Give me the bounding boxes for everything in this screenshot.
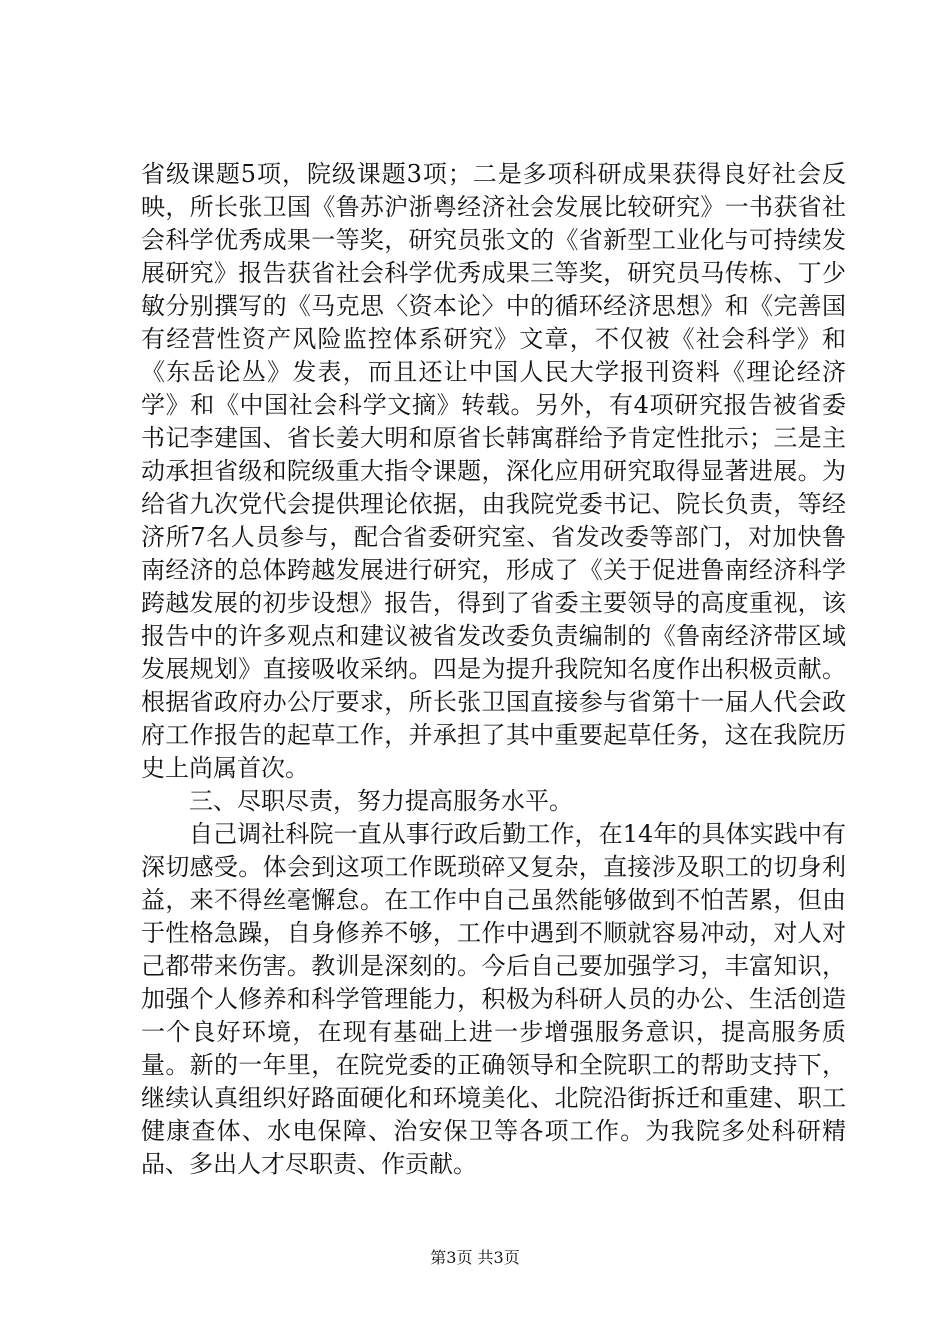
paragraph-service-work: 自己调社科院一直从事行政后勤工作，在14年的具体实践中有深切感受。体会到这项工作既琐碎又复杂，直接涉及职工的切身利益，来不得丝毫懈怠。在工作中自己虽然能够做到不怕苦累，但由于性格急躁，自身修养不够，工作中遇到不顺就容易冲动，对人对己都带来伤害。教训是深刻的。今后自己要加强学习，丰富知识，加强个人修养和科学管理能力，积极为科研人员的办公、生活创造一个良好环境，在现有基础上进一步增强服务意识，提高服务质量。新的一年里，在院党委的正确领导和全院职工的帮助支持下，继续认真组织好路面硬化和环境美化、北院沿街拆迁和重建、职工健康查体、水电保障、治安保卫等各项工作。为我院多处科研精品、多出人才尽职责、作贡献。 (141, 820, 846, 1178)
page-footer (0, 1248, 950, 1268)
page-number: 第3页 共3页 (430, 1248, 520, 1267)
paragraph-research-achievements: 省级课题5项，院级课题3项；二是多项科研成果获得良好社会反映，所长张卫国《鲁苏沪浙粤经济社会发展比较研究》一书获省社会科学优秀成果一等奖，研究员张文的《省新型工业化与可持续发展研究》报告获省社会科学优秀成果三等奖，研究员马传栋、丁少敏分别撰写的《马克思〈资本论〉中的循环经济思想》和《完善国有经营性资产风险监控体系研究》文章，不仅被《社会科学》和《东岳论丛》发表，而且还让中国人民大学报刊资料《理论经济学》和《中国社会科学文摘》转载。另外，有4项研究报告被省委书记李建国、省长姜大明和原省长韩寓群给予肯定性批示；三是主动承担省级和院级重大指令课题，深化应用研究取得显著进展。为给省九次党代会提供理论依据，由我院党委书记、院长负责，等经济所7名人员参与，配合省委研究室、省发改委等部门，对加快鲁南经济的总体跨越发展进行研究，形成了《关于促进鲁南经济科学跨越发展的初步设想》报告，得到了省委主要领导的高度重视，该报告中的许多观点和建议被省发改委负责编制的《鲁南经济带区域发展规划》直接吸收采纳。四是为提升我院知名度作出积极贡献。根据省政府办公厅要求，所长张卫国直接参与省第十一届人代会政府工作报告的起草工作，并承担了其中重要起草任务，这在我院历史上尚属首次。 (141, 160, 846, 782)
section-heading-service: 三、尽职尽责，努力提高服务水平。 (189, 787, 573, 815)
document-body (141, 158, 846, 1181)
